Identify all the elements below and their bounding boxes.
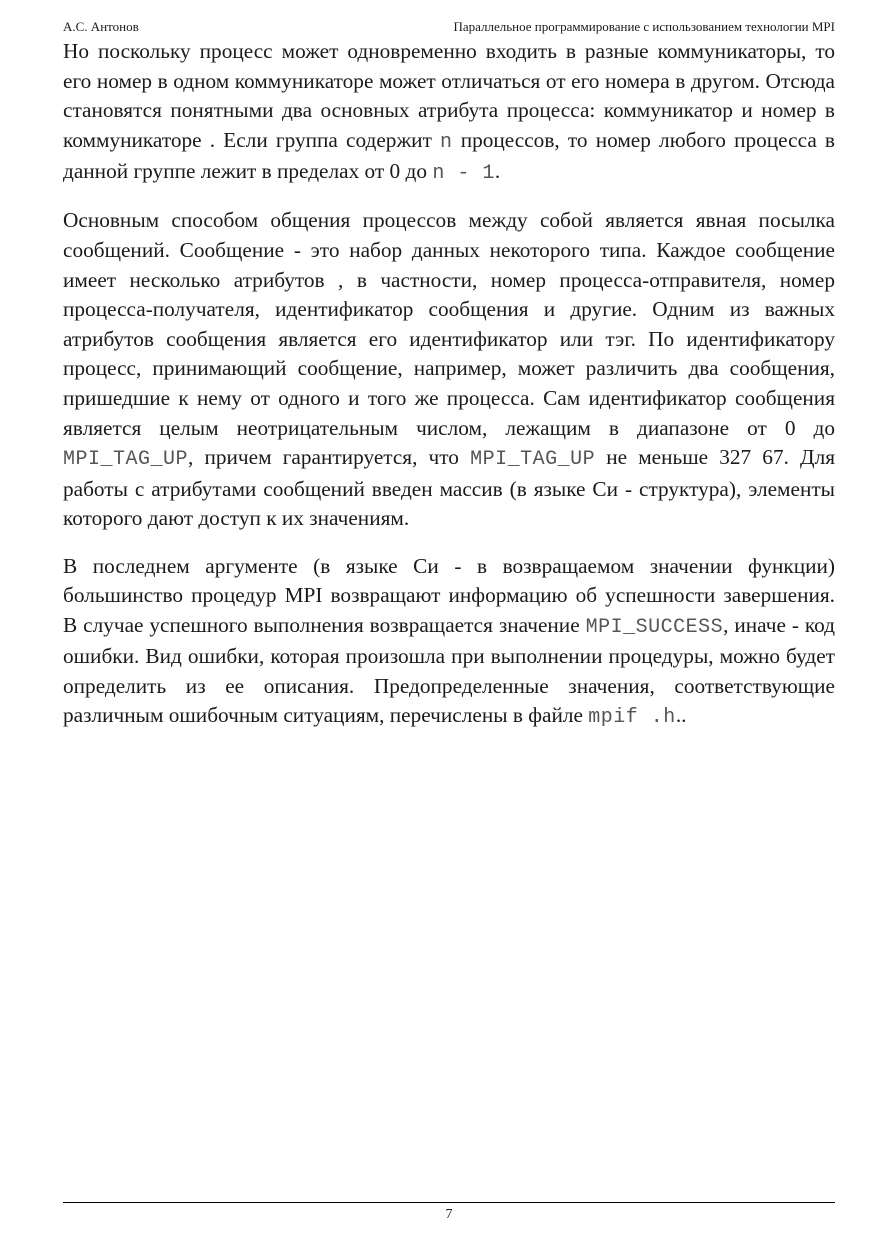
text-run: . — [494, 159, 501, 184]
body-text — [63, 37, 835, 733]
text-run: , причем гарантируется, что — [188, 445, 471, 470]
text-run: В последнем аргументе (в языке Си - в возвращаемом значении функции) большинство процедур MPI возвращают информацию об успешности завершения. В случае успешного выполнения возвращается значение — [63, 553, 835, 637]
code-mpif-h: mpif .h — [588, 706, 676, 730]
text-run: Но поскольку процесс может одновременно входить в разные коммуникаторы, то его номер в одном коммуникаторе может отличаться от его номера в другом. Отсюда становятся понятными два основных атрибута процесса: коммуникатор и номер в коммуникаторе . Если группа содержит — [63, 39, 835, 152]
text-run: .. — [675, 703, 687, 728]
header-title: Параллельное программирование с использованием технологии MPI — [453, 19, 835, 34]
header-author: А.С. Антонов — [63, 19, 139, 34]
text-run: Основным способом общения процессов между собой является явная посылка сообщений. Сообщение - это набор данных некоторого типа. Каждое сообщение имеет несколько атрибутов , в частности, номер процесса-отправителя, номер процесса-получателя, идентификатор сообщения и другие. Одним из важных атрибутов сообщения является его идентификатор или тэг. По идентификатору процесс, принимающий сообщение, например, может различить два сообщения, пришедшие к нему от одного и того же процесса. Сам идентификатор сообщения является целым неотрицательным числом, лежащим в диапазоне от 0 до — [63, 208, 835, 440]
code-n: n — [440, 130, 453, 154]
text-run: не меньше 327 67. Для работы с атрибутами сообщений введен массив (в языке Си - структура), элементы которого дают доступ к их значениям. — [63, 445, 835, 531]
code-n-minus-1: n - 1 — [432, 162, 495, 186]
text-run: , иначе - код ошибки. Вид ошибки, которая произошла при выполнении процедуры, можно будет определить из ее описания. Предопределенные значения, соответствующие различным ошибочным ситуациям, перечислены в файле — [63, 612, 835, 728]
page-number: 7 — [445, 1207, 453, 1222]
paragraph-process-attributes — [63, 37, 835, 189]
paragraph-error-codes — [63, 552, 835, 734]
paragraph-message-passing — [63, 206, 835, 534]
code-mpi-tag-up: MPI_TAG_UP — [63, 448, 189, 472]
footer-divider — [63, 1202, 835, 1203]
page-header — [63, 17, 835, 37]
code-mpi-success: MPI_SUCCESS — [585, 615, 724, 639]
text-run: процессов, то номер любого процесса в данной группе лежит в пределах от 0 до — [63, 127, 835, 184]
code-mpi-tag-up: MPI_TAG_UP — [470, 448, 596, 472]
